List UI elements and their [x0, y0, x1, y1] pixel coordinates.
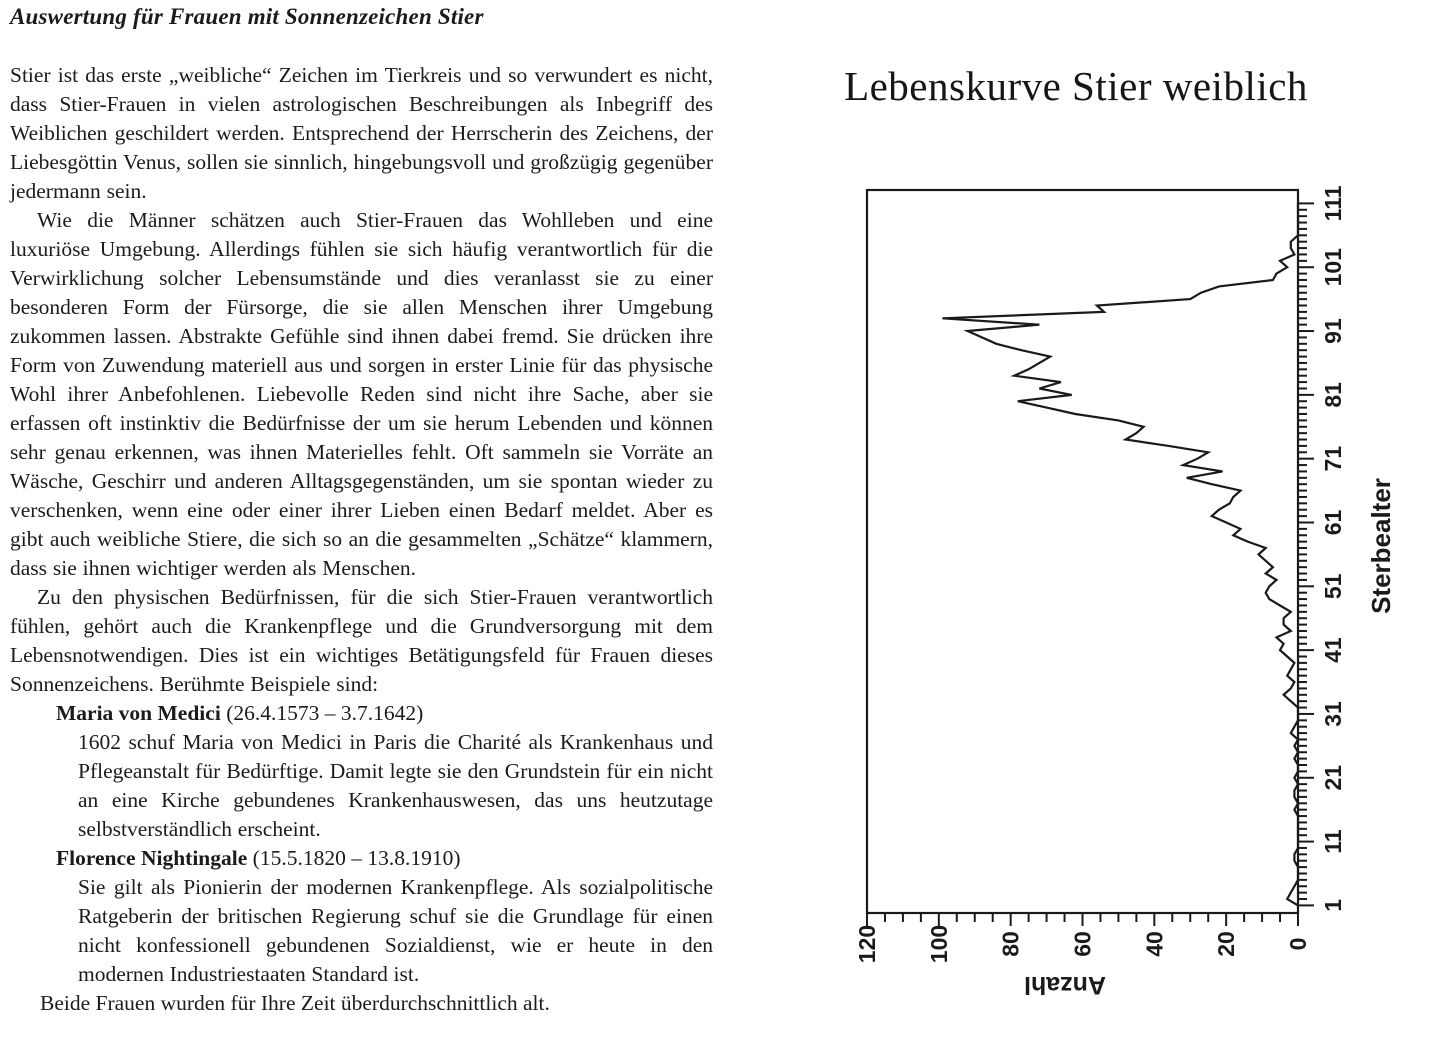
chart-title: Lebenskurve Stier weiblich: [844, 63, 1308, 109]
svg-text:40: 40: [1141, 931, 1168, 957]
svg-text:120: 120: [854, 924, 880, 964]
age-axis-ticks: [1298, 203, 1314, 905]
person-name: Florence Nightingale: [56, 846, 248, 870]
closing-line: Beide Frauen wurden für Ihre Zeit überdurchschnittlich alt.: [40, 991, 550, 1015]
svg-text:20: 20: [1213, 931, 1240, 957]
svg-text:1: 1: [1320, 899, 1346, 912]
paragraph-intro: Stier ist das erste „weibliche“ Zeichen im Tierkreis und so verwundert es nicht, dass Stier-Frauen in vielen astrologischen Beschreibungen als Inbegriff des Weiblichen geschildert werden. Entsprechend der Herrscherin des Zeichens, der Liebesgöttin Venus, sollen sie sinnlich, hingebungsvoll und großzügig gegenüber jedermann sein.: [10, 63, 713, 203]
paragraph-beispiele: Zu den physischen Bedürfnissen, für die sich Stier-Frauen verantwortlich fühlen, gehört auch die Krankenpflege und die Grundversorgung mit dem Lebensnotwendigen. Dies ist ein wichtiges Betätigungsfeld für Frauen dieses Sonnenzeichens. Berühmte Beispiele sind:: [10, 585, 713, 696]
svg-text:0: 0: [1285, 937, 1311, 951]
svg-text:11: 11: [1320, 829, 1346, 854]
life-curve-line: [942, 203, 1298, 905]
person-dates: (26.4.1573 – 3.7.1642): [226, 701, 424, 725]
person-dates: (15.5.1820 – 13.8.1910): [252, 846, 461, 870]
person-description: 1602 schuf Maria von Medici in Paris die Charité als Krankenhaus und Pflegeanstalt für Bedürftige. Damit legte sie den Grundstein für ein nicht an eine Kirche gebundenes Krankenhauswesen, das uns heutzutage selbstverständlich erscheint.: [78, 730, 713, 841]
svg-text:81: 81: [1320, 382, 1346, 408]
count-axis-label: Anzahl: [1024, 971, 1106, 999]
svg-text:51: 51: [1320, 573, 1346, 600]
person-name: Maria von Medici: [56, 701, 221, 725]
age-axis-label: Sterbealter: [1366, 478, 1396, 614]
svg-text:41: 41: [1320, 637, 1346, 663]
svg-text:21: 21: [1320, 764, 1346, 791]
count-axis-tick-labels: [854, 925, 1311, 963]
svg-text:31: 31: [1320, 701, 1346, 727]
svg-text:71: 71: [1320, 445, 1346, 472]
plot-box: [867, 190, 1298, 913]
svg-text:80: 80: [997, 931, 1024, 957]
svg-text:60: 60: [1069, 931, 1096, 957]
svg-text:91: 91: [1320, 318, 1346, 344]
svg-text:111: 111: [1320, 185, 1346, 222]
section-heading: Auswertung für Frauen mit Sonnenzeichen Stier: [10, 4, 484, 29]
person-description: Sie gilt als Pionierin der modernen Krankenpflege. Als sozialpolitische Ratgeberin der britischen Regierung schuf sie die Grundlage für einen nicht konfessionell gebundenen Sozialdienst, wie er heute in den modernen Industriestaaten Standard ist.: [78, 875, 713, 986]
svg-text:61: 61: [1320, 509, 1346, 536]
count-axis-ticks: [867, 913, 1298, 926]
svg-text:100: 100: [925, 924, 952, 964]
svg-text:101: 101: [1320, 248, 1346, 287]
age-axis-tick-labels: [1320, 185, 1346, 912]
paragraph-wohlleben: Wie die Männer schätzen auch Stier-Frauen das Wohlleben und eine luxuriöse Umgebung. Allerdings fühlen sie sich häufig verantwortlich für die Verwirklichung solcher Lebensumstände und dies veranlasst sie zu einer besonderen Form der Fürsorge, die sie allen Menschen ihrer Umgebung zukommen lassen. Abstrakte Gefühle sind ihnen dabei fremd. Sie drücken ihre Form von Zuwendung materiell aus und sorgen in erster Linie für das physische Wohl ihrer Anbefohlenen. Liebevolle Reden sind nicht ihre Sache, aber sie erfassen oft instinktiv die Bedürfnisse der um sie herum Lebenden und können sehr genau erkennen, was ihnen Materielles fehlt. Oft sammeln sie Vorräte an Wäsche, Geschirr und anderen Alltagsgegenständen, um sie spontan wieder zu verschenken, wenn eine oder einer ihrer Lieben einen Bedarf meldet. Aber es gibt auch weibliche Stiere, die sich so an die gesammelten „Schätze“ klammern, dass sie ihnen wichtiger werden als Menschen.: [10, 208, 713, 580]
